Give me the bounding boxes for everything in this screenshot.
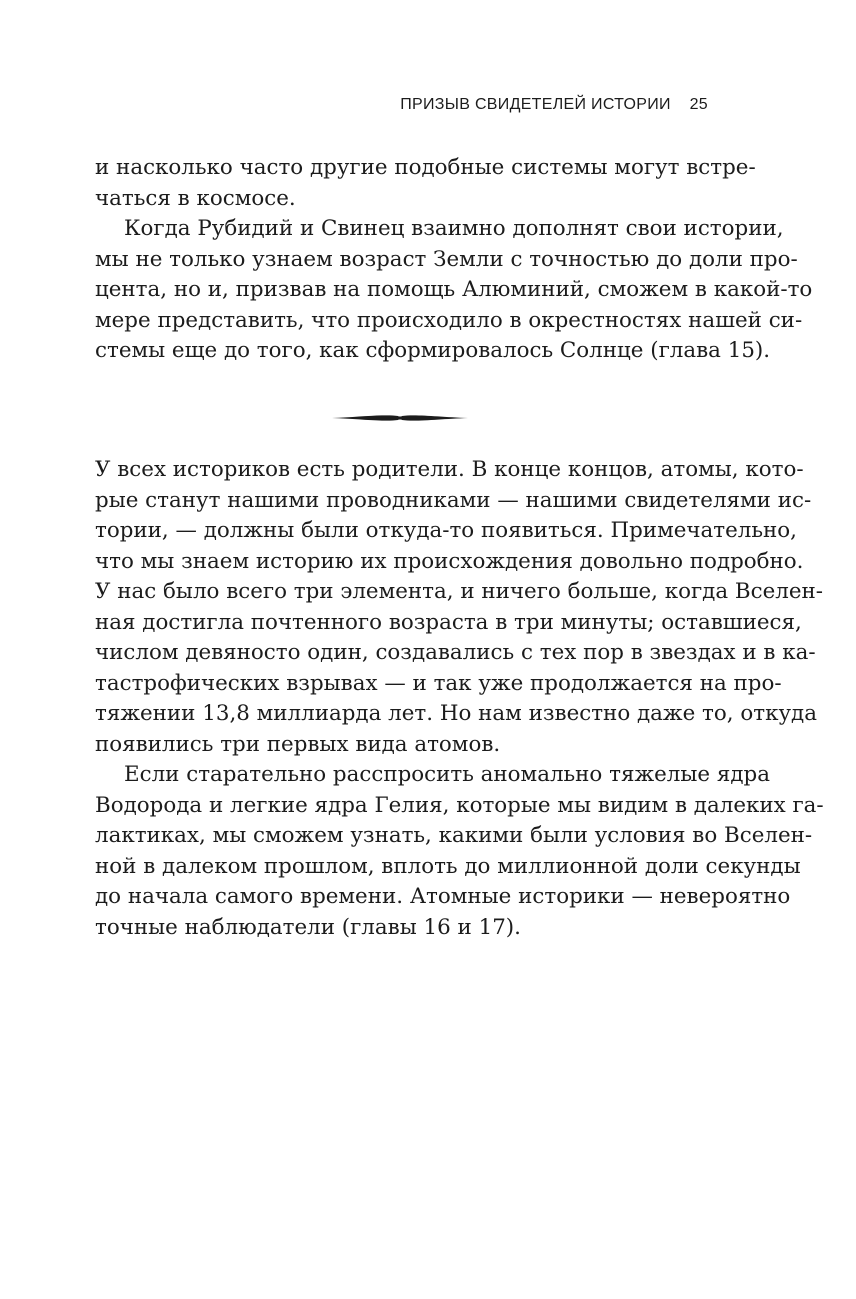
section-2 bbox=[95, 455, 824, 943]
text-line: появились три первых вида атомов. bbox=[95, 731, 501, 757]
text-line: тории, — должны были откуда-то появиться. Примечательно, bbox=[95, 518, 797, 543]
section-1 bbox=[95, 153, 813, 367]
page-number: 25 bbox=[689, 96, 708, 113]
text-line: чаться в космосе. bbox=[95, 185, 296, 211]
text-line: цента, но и, призвав на помощь Алюминий, сможем в какой-то bbox=[95, 277, 813, 302]
running-header bbox=[400, 96, 708, 114]
text-line: мы не только узнаем возраст Земли с точностью до доли про- bbox=[95, 246, 798, 272]
text-line: стемы еще до того, как сформировалось Солнце (глава 15). bbox=[95, 338, 771, 363]
text-line: тяжении 13,8 миллиарда лет. Но нам известно даже то, откуда bbox=[95, 701, 817, 726]
text-line: лактиках, мы сможем узнать, какими были условия во Вселен- bbox=[95, 823, 813, 848]
text-line: Когда Рубидий и Свинец взаимно дополнят свои истории, bbox=[124, 216, 784, 241]
text-line: ной в далеком прошлом, вплоть до миллионной доли секунды bbox=[95, 853, 801, 879]
text-line: точные наблюдатели (главы 16 и 17). bbox=[95, 914, 521, 940]
text-line: Водорода и легкие ядра Гелия, которые мы видим в далеких га- bbox=[95, 792, 824, 818]
text-line: до начала самого времени. Атомные историки — невероятно bbox=[95, 884, 791, 909]
text-line: ная достигла почтенного возраста в три минуты; оставшиеся, bbox=[95, 609, 802, 635]
text-line: У всех историков есть родители. В конце концов, атомы, кото- bbox=[95, 457, 804, 482]
chapter-title: ПРИЗЫВ СВИДЕТЕЛЕЙ ИСТОРИИ bbox=[400, 96, 671, 113]
ornamental-divider-icon bbox=[330, 408, 470, 428]
text-line: тастрофических взрывах — и так уже продолжается на про- bbox=[95, 670, 782, 696]
text-line: мере представить, что происходило в окрестностях нашей си- bbox=[95, 307, 803, 333]
text-line: что мы знаем историю их происхождения довольно подробно. bbox=[95, 548, 804, 574]
text-line: и насколько часто другие подобные системы могут встре- bbox=[95, 155, 756, 180]
text-line: Если старательно расспросить аномально тяжелые ядра bbox=[124, 762, 770, 787]
text-line: числом девяносто один, создавались с тех пор в звездах и в ка- bbox=[95, 640, 816, 665]
text-line: рые станут нашими проводниками — нашими свидетелями ис- bbox=[95, 487, 812, 513]
text-line: У нас было всего три элемента, и ничего больше, когда Вселен- bbox=[95, 579, 823, 604]
